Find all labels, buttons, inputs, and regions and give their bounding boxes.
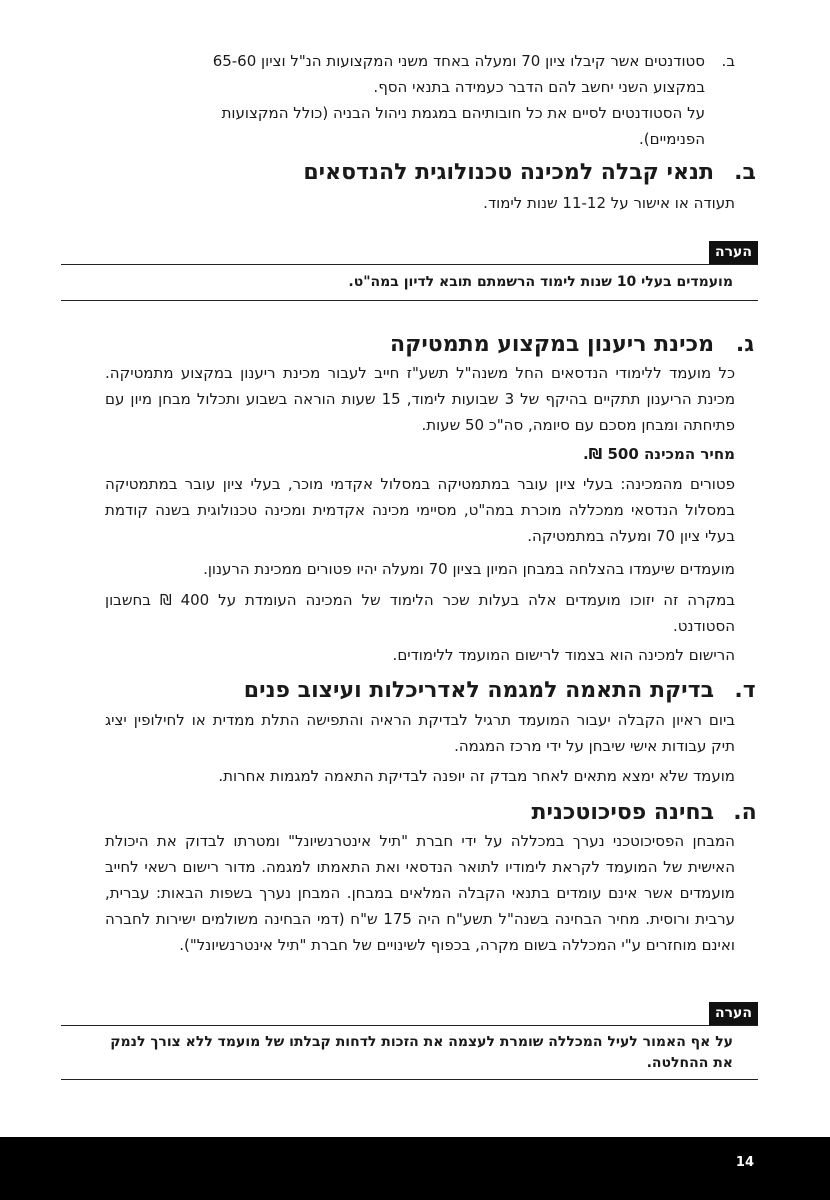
section-heading-b bbox=[58, 158, 758, 188]
list-item bbox=[65, 48, 735, 152]
paragraph: הרישום למכינה הוא בצמוד לרישום המועמד ללימודים. bbox=[392, 646, 735, 664]
note-divider-bottom bbox=[61, 300, 758, 301]
note-divider-top bbox=[61, 264, 758, 265]
paragraph: כל מועמד ללימודי הנדסאים החל משנה"ל תשע"ז חייב לעבור מכינת ריענון במקצוע מתמטיקה. מכינת הריענון תתקיים בהיקף של 3 שבועות לימוד, 15 שעות הוראה בשבוע ותכלול מבחן מיון עם פתיחתה ומבחן מסכם עם סיומה, סה"כ 50 שעות. bbox=[105, 364, 736, 434]
paragraph: המבחן הפסיכוטכני נערך במכללה על ידי חברת "תיל אינטרנשיונל" ומטרתו לבדוק את היכולת האישית של המועמד לקראת לימודיו לתואר הנדסאי ואת התאמתו למגמה. מדור רישום רשאי לחייב מועמדים אשר אינם עומדים בתנאי הקבלה המלאים במבחן. המבחן נערך בשפות הבאות: עברית, ערבית ורוסית. מחיר הבחינה בשנה"ל תשע"ח היה 175 ש"ח (דמי הבחינה משולמים ישירות לחברה ואינם מוחזרים ע"י המכללה בשום מקרה, בכפוף לשינויים של חברת "תיל אינטרנשיונל"). bbox=[105, 832, 735, 954]
note-label: הערה bbox=[709, 241, 758, 264]
section-heading-h bbox=[58, 798, 758, 828]
list-line: הפנימיים). bbox=[639, 130, 705, 148]
list-item-text bbox=[65, 48, 705, 152]
section-letter: ה. bbox=[733, 800, 757, 825]
paragraph: במקרה זה יזוכו מועמדים אלה בעלות שכר הלימוד של המכינה העומדת על 400 ₪ בחשבון הסטודנט. bbox=[105, 591, 735, 635]
note-box bbox=[61, 241, 758, 303]
page-footer bbox=[0, 1137, 830, 1200]
paragraph: מועמדים שיעמדו בהצלחה במבחן המיון בציון 70 ומעלה יהיו פטורים ממכינת הרענון. bbox=[203, 560, 735, 578]
section-title: בחינה פסיכוטכנית bbox=[531, 800, 714, 825]
paragraph: מועמד שלא ימצא מתאים לאחר מבדק זה יופנה לבדיקת התאמה למגמות אחרות. bbox=[218, 767, 735, 785]
paragraph: פטורים מהמכינה: בעלי ציון עובר במתמטיקה במסלול אקדמי מוכר, בעלי ציון עובר במתמטיקה במסלול הנדסאי ממכללה מוכרת במה"ט, מסיימי מכינה אקדמית ומכינה טכנולוגית בשנה קודמת בעלי ציון 70 ומעלה במתמטיקה. bbox=[105, 475, 735, 545]
section-letter: ג. bbox=[735, 332, 755, 357]
page-number: 14 bbox=[735, 1155, 754, 1170]
note-divider-top bbox=[61, 1025, 758, 1026]
paragraph: תעודה או אישור על 11-12 שנות לימוד. bbox=[483, 194, 735, 212]
section-heading-d bbox=[58, 676, 758, 706]
price-line: מחיר המכינה 500 ₪. bbox=[582, 445, 735, 463]
section-title: מכינת ריענון במקצוע מתמטיקה bbox=[390, 332, 714, 357]
section-title: תנאי קבלה למכינה טכנולוגית להנדסאים bbox=[303, 160, 714, 185]
section-title: בדיקת התאמה למגמה לאדריכלות ועיצוב פנים bbox=[243, 678, 714, 703]
note-text: על אף האמור לעיל המכללה שומרת לעצמה את הזכות לדחות קבלתו של מועמד ללא צורך לנמק את ההחלטה. bbox=[110, 1034, 733, 1071]
list-line: במקצוע השני יחשב להם הדבר כעמידה בתנאי הסף. bbox=[373, 78, 705, 96]
note-divider-bottom bbox=[61, 1079, 758, 1080]
section-letter: ב. bbox=[734, 160, 756, 185]
list-line: סטודנטים אשר קיבלו ציון 70 ומעלה באחד משני המקצועות הנ"ל וציון 65-60 bbox=[212, 52, 705, 70]
section-heading-g bbox=[58, 330, 758, 360]
list-marker: ב. bbox=[721, 52, 735, 70]
note-label: הערה bbox=[709, 1002, 758, 1025]
note-box bbox=[61, 1002, 758, 1082]
list-line: על הסטודנטים לסיים את כל חובותיהם במגמת ניהול הבניה (כולל המקצועות bbox=[221, 104, 705, 122]
section-letter: ד. bbox=[734, 678, 756, 703]
note-text: מועמדים בעלי 10 שנות לימוד הרשמתם תובא לדיון במה"ט. bbox=[348, 274, 733, 290]
paragraph: ביום ראיון הקבלה יעבור המועמד תרגיל לבדיקת הראיה והתפישה התלת ממדית או לחילופין יציג תיק עבודות אישי שיבחן על ידי מרכז המגמה. bbox=[105, 711, 735, 755]
